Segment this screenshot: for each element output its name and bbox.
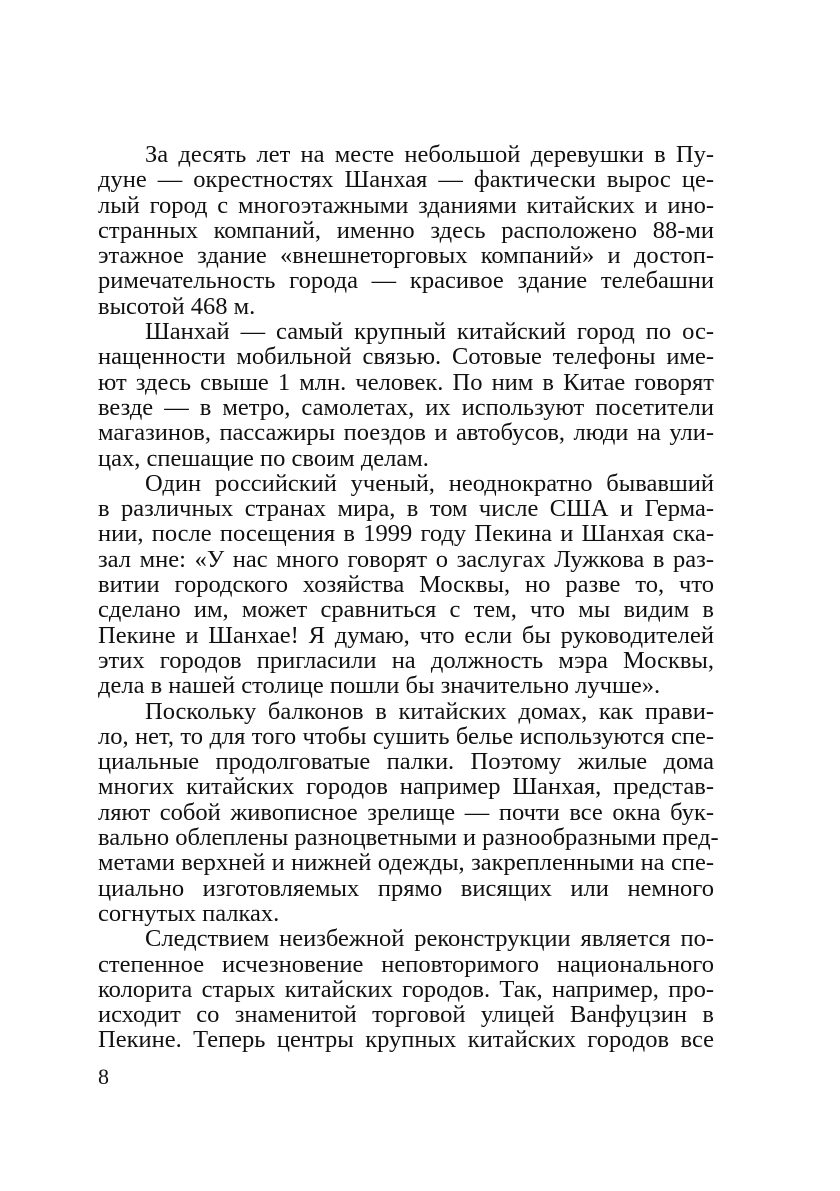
text-line: витии городского хозяйства Москвы, но разве то, что [98,571,714,599]
text-line: этажное здание «внешнеторговых компаний» и достоп- [98,242,714,270]
text-line: высотой 468 м. [98,292,256,320]
text-line: дела в нашей столице пошли бы значительно лучше». [98,672,661,700]
text-line: ло, нет, то для того чтобы сушить белье используются спе- [98,722,714,750]
text-line: ют здесь свыше 1 млн. человек. По ним в Китае говорят [98,368,714,396]
text-line: нащенности мобильной связью. Сотовые телефоны име- [98,343,714,371]
text-line: степенное исчезновение неповторимого национального [98,950,714,978]
text-line: циальные продолговатые палки. Поэтому жилые дома [98,748,714,776]
text-line: исходит со знаменитой торговой улицей Ванфуцзин в [98,1001,714,1029]
text-line: в различных странах мира, в том числе США и Герма- [98,495,714,523]
text-line: Пекине и Шанхае! Я думаю, что если бы руководителей [98,621,714,649]
text-line: сделано им, может сравниться с тем, что мы видим в [98,596,714,624]
text-line: вально облеплены разноцветными и разнообразными пред- [98,824,719,852]
text-line: лый город с многоэтажными зданиями китайских и ино- [98,191,714,219]
paragraph [98,319,714,471]
text-line: Шанхай — самый крупный китайский город по ос- [145,318,714,346]
text-line: магазинов, пассажиры поездов и автобусов, люди на ули- [98,419,714,447]
text-line: Поскольку балконов в китайских домах, как прави- [145,697,714,725]
text-line: Один российский ученый, неоднократно бывавший [145,469,714,497]
text-line: согнутых палках. [98,899,280,927]
text-line: дуне — окрестностях Шанхая — фактически вырос це- [98,166,714,194]
text-line: многих китайских городов например Шанхая, представ- [98,773,714,801]
paragraph [98,697,719,927]
text-line: везде — в метро, самолетах, их используют посетители [98,393,714,421]
paragraph [98,142,714,319]
text-line: Следствием неизбежной реконструкции является по- [145,925,714,953]
text-line: нии, после посещения в 1999 году Пекина и Шанхая ска- [98,520,714,548]
page-number: 8 [98,1064,109,1089]
text-line: странных компаний, именно здесь расположено 88-ми [98,216,714,244]
text-line: ляют собой живописное зрелище — почти все окна бук- [98,798,714,826]
text-line: этих городов пригласили на должность мэра Москвы, [98,646,714,674]
text-line: зал мне: «У нас много говорят о заслугах Лужкова в раз- [98,545,714,573]
text-line: колорита старых китайских городов. Так, например, про- [98,975,714,1003]
paragraph [98,471,714,699]
text-line: цах, спешащие по своим делам. [98,444,429,472]
text-line: циально изготовляемых прямо висящих или немного [98,874,714,902]
text-line: метами верхней и нижней одежды, закрепленными на спе- [98,849,714,877]
text-line: Пекине. Теперь центры крупных китайских городов все [98,1026,714,1054]
text-line: римечательность города — красивое здание телебашни [98,267,714,295]
page-body [98,141,719,1054]
text-line: За десять лет на месте небольшой деревушки в Пу- [145,141,714,168]
paragraph [98,926,714,1052]
